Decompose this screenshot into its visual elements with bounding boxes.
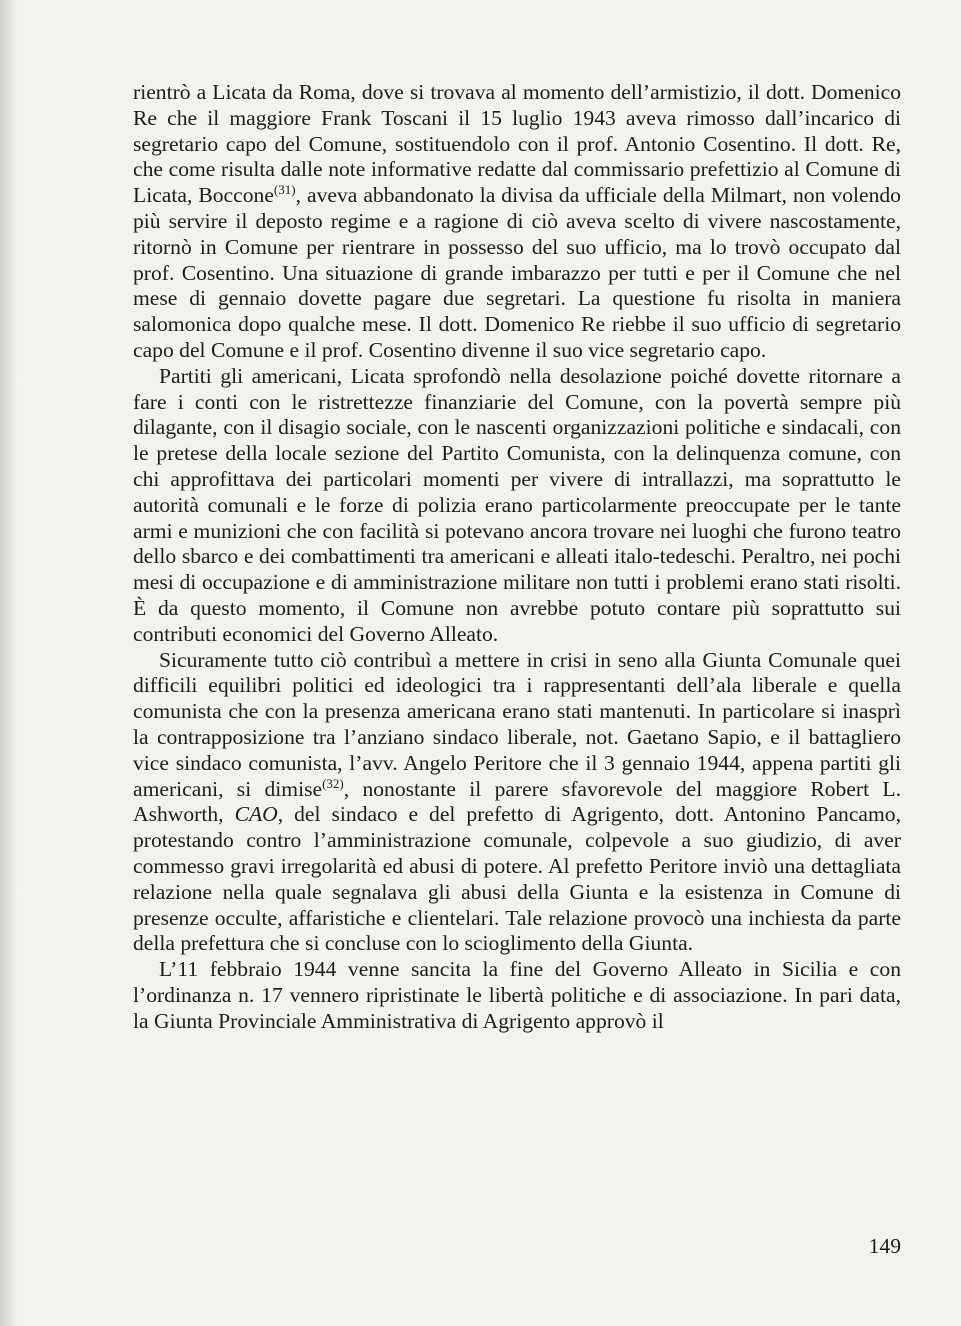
paragraph (133, 957, 901, 1034)
paragraph (133, 364, 901, 648)
text-run: rientrò a Licata da Roma, dove si trovava al momento dell’armistizio, il dott. Domenico Re che il maggiore Frank Toscani il 15 luglio 1943 aveva rimosso dall’incarico di segretario capo del Comune, sostituendolo con il prof. Antonio Cosentino. Il dott. Re, che come risulta dalle note informative redatte dal commissario prefettizio al Comune di Licata, Boccone (133, 80, 901, 208)
body-text (133, 80, 901, 1034)
text-run: , del sindaco e del prefetto di Agrigento, dott. Antonino Pancamo, protestando contro l’amministrazione comunale, colpevole a suo giudizio, di aver commesso gravi irregolarità ed abusi di potere. Al prefetto Peritore inviò una dettagliata relazione nella quale segnalava gli abusi della Giunta e la esistenza in Comune di presenze occulte, affaristiche e clientelari. Tale relazione provocò una inchiesta da parte della prefettura che si concluse con lo scioglimento della Giunta. (133, 802, 901, 956)
paragraph (133, 80, 901, 364)
paragraph (133, 648, 901, 958)
italic-term: CAO (234, 802, 278, 827)
footnote-reference: (32) (322, 775, 344, 791)
footnote-reference: (31) (273, 182, 296, 197)
text-run: L’11 febbraio 1944 venne sancita la fine del Governo Alleato in Sicilia e con l’ordinanza n. 17 vennero ripristinate le libertà politiche e di associazione. In pari data, la Giunta Provinciale Amministrativa di Agrigento approvò il (133, 957, 901, 1033)
text-run: , nonostante il parere sfavorevole del maggiore Robert L. Ashworth, (133, 776, 901, 827)
text-run: Sicuramente tutto ciò contribuì a mettere in crisi in seno alla Giunta Comunale quei difficili equilibri politici ed ideologici tra i rappresentanti dell’ala liberale e quella comunista che con la presenza americana erano stati mantenuti. In particolare si inasprì la contrapposizione tra l’anziano sindaco liberale, not. Gaetano Sapio, e il battagliero vice sindaco comunista, l’avv. Angelo Peritore che il 3 gennaio 1944, appena partiti gli americani, si dimise (133, 647, 901, 801)
text-run: , aveva abbandonato la divisa da ufficiale della Milmart, non volendo più servire il deposto regime e a ragione di ciò aveva scelto di vivere nascostamente, ritornò in Comune per rientrare in possesso del suo ufficio, ma lo trovò occupato dal prof. Cosentino. Una situazione di grande imbarazzo per tutti e per il Comune che nel mese di gennaio dovette pagare due segretari. La questione fu risolta in maniera salomonica dopo qualche mese. Il dott. Domenico Re riebbe il suo ufficio di segretario capo del Comune e il prof. Cosentino divenne il suo vice segretario capo. (133, 183, 901, 362)
text-run: Partiti gli americani, Licata sprofondò nella desolazione poiché dovette ritornare a fare i conti con le ristrettezze finanziarie del Comune, con la povertà sempre più dilagante, con il disagio sociale, con le nascenti organizzazioni politiche e sindacali, con le pretese della locale sezione del Partito Comunista, con la delinquenza comune, con chi approfittava dei particolari momenti per vivere di intrallazzi, ma soprattutto le autorità comunali e le forze di polizia erano particolarmente preoccupate per le tante armi e munizioni che con facilità si potevano ancora trovare nei luoghi che furono teatro dello sbarco e dei combattimenti tra americani e alleati italo-tedeschi. Peraltro, nei pochi mesi di occupazione e di amministrazione militare non tutti i problemi erano stati risolti. È da questo momento, il Comune non avrebbe potuto contare più soprattutto sui contributi economici del Governo Alleato. (133, 363, 901, 646)
page-edge-shadow (0, 0, 18, 1326)
page-number: 149 (868, 1234, 901, 1258)
